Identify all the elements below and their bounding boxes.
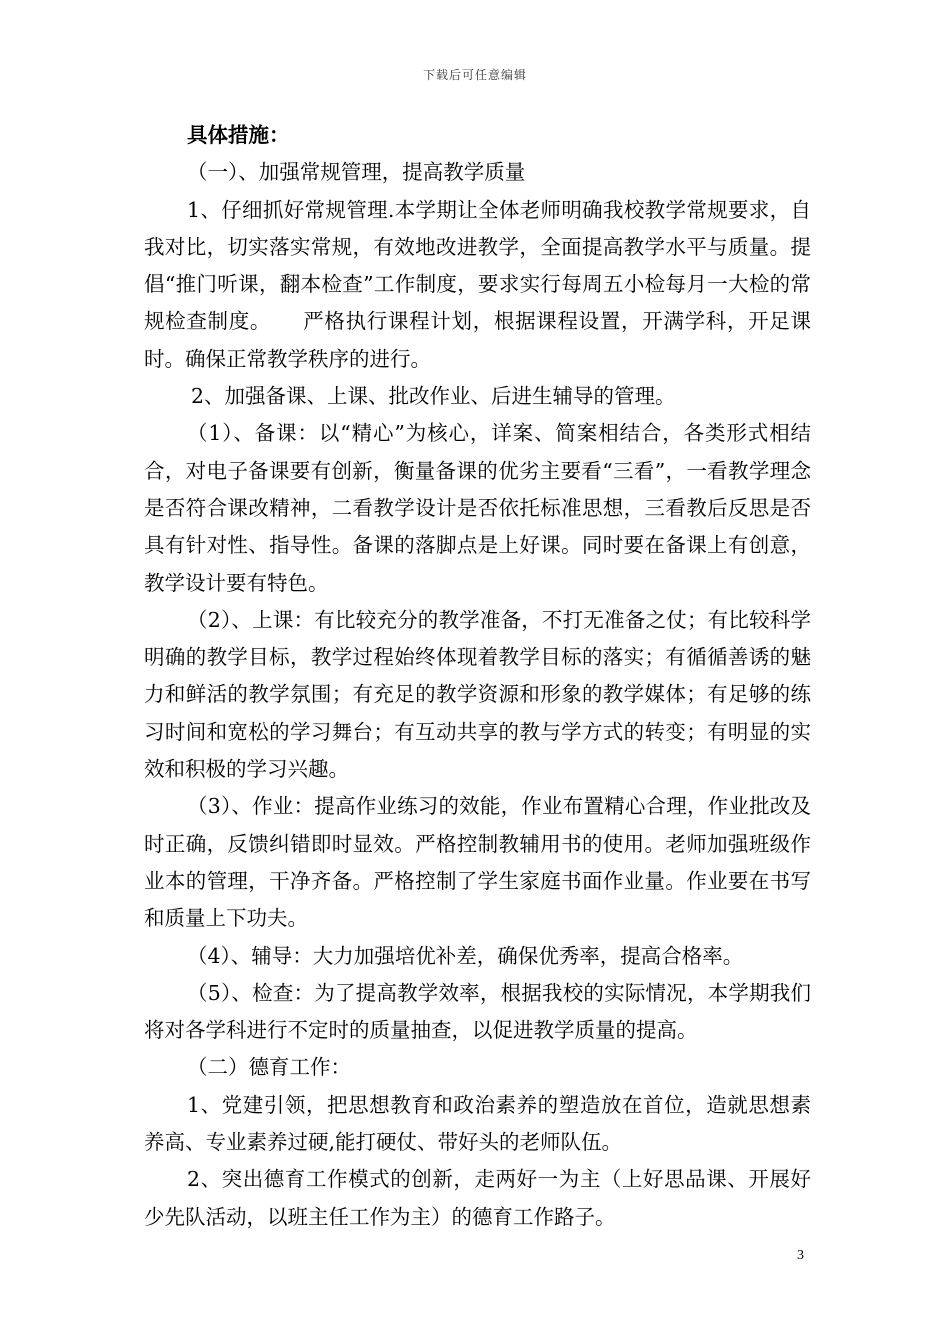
- paragraph-party-building: 1、党建引领，把思想教育和政治素养的塑造放在首位，造就思想素养高、专业素养过硬,能打硬仗、带好头的老师队伍。: [144, 1092, 811, 1155]
- paragraph-moral-education: 2、突出德育工作模式的创新，走两好一为主（上好思品课、开展好少先队活动，以班主任工作为主）的德育工作路子。: [144, 1167, 811, 1229]
- paragraph-inspection: （5）、检查：为了提高教学效率，根据我校的实际情况，本学期我们将对各学科进行不定时的质量抽查，以促进教学质量的提高。: [144, 980, 811, 1043]
- section-title: 具体措施：: [187, 123, 290, 147]
- paragraph-lesson-prep: （1）、备课：以“精心”为核心，详案、简案相结合，各类形式相结合，对电子备课要有创新，衡量备课的优劣主要看“三看”，一看教学理念是否符合课改精神，二看教学设计是否依托标准思想，三看教后反思是否具有针对性、指导性。备课的落脚点是上好课。同时要在备课上有创意，教学设计要有特色。: [144, 421, 811, 595]
- paragraph-section-two-heading: （二）德育工作：: [187, 1055, 351, 1080]
- paragraph-routine-management: 1、仔细抓好常规管理.本学期让全体老师明确我校教学常规要求，自我对比，切实落实常规，有效地改进教学，全面提高教学水平与质量。提倡“推门听课，翻本检查”工作制度，要求实行每周五小检每月一大检的常规检查制度。 严格执行课程计划，根据课程设置，开满学科，开足课时。确保正常教学秩序的进行。: [144, 197, 811, 371]
- paragraph-homework: （3）、作业：提高作业练习的效能，作业布置精心合理，作业批改及时正确，反馈纠错即时显效。严格控制教辅用书的使用。老师加强班级作业本的管理，干净齐备。严格控制了学生家庭书面作业量。作业要在书写和质量上下功夫。: [144, 794, 811, 931]
- header-note: 下载后可任意编辑: [422, 68, 527, 82]
- paragraph-section-one-heading: （一）、加强常规管理，提高教学质量: [187, 160, 526, 185]
- paragraph-teaching: （2）、上课：有比较充分的教学准备，不打无准备之仗；有比较科学明确的教学目标，教学过程始终体现着教学目标的落实；有循循善诱的魅力和鲜活的教学氛围；有充足的教学资源和形象的教学媒体；有足够的练习时间和宽松的学习舞台；有互动共享的教与学方式的转变；有明显的实效和积极的学习兴趣。: [144, 607, 811, 782]
- page-number: 3: [797, 1248, 804, 1263]
- document-body: [144, 117, 811, 1236]
- paragraph-tutoring: （4）、辅导：大力加强培优补差，确保优秀率，提高合格率。: [187, 943, 744, 968]
- paragraph-strengthen-management: 2、加强备课、上课、批改作业、后进生辅导的管理。: [191, 384, 676, 409]
